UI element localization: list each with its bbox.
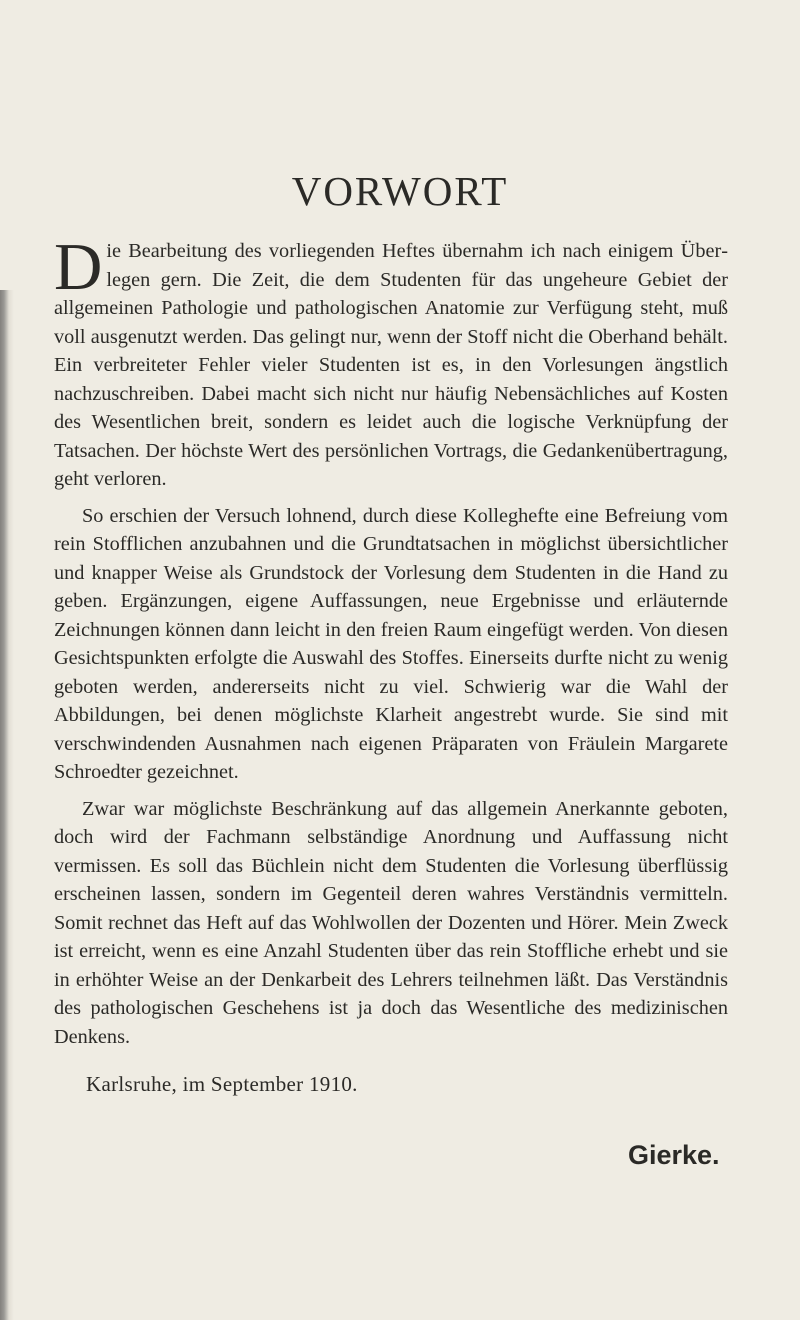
preface-text [54, 230, 728, 1051]
drop-cap: D [54, 230, 103, 304]
binding-shadow [0, 290, 14, 1320]
paragraph-3: Zwar war möglichste Beschränkung auf das allgemein Anerkannte geboten, doch wird der Fachmann selbständige Anordnung und Auffassung nicht vermissen. Es soll das Büchlein nicht dem Studenten die Vorlesung überflüssig erscheinen lassen, sondern im Gegenteil deren wahres Verständnis vermitteln. Somit rechnet das Heft auf das Wohlwollen der Dozenten und Hörer. Mein Zweck ist erreicht, wenn es eine Anzahl Studenten über das rein Stoffliche erhebt und sie in erhöhter Weise an der Denkarbeit des Lehrers teilnehmen läßt. Das Verständnis des pathologischen Geschehens ist ja doch das Wesentliche des medizinischen Denkens. [54, 797, 728, 1048]
author-signature: Gierke. [628, 1140, 720, 1170]
paragraph-2: So erschien der Versuch lohnend, durch diese Kolleghefte eine Befreiung vom rein Stofflichen anzubahnen und die Grundtatsachen in möglichst übersichtlicher und knapper Weise als Grundstock der Vorlesung dem Studenten in die Hand zu geben. Ergänzungen, eigene Auffassungen, neue Ergebnisse und erläuternde Zeichnungen können dann leicht in den freien Raum eingefügt werden. Von diesen Gesichtspunkten erfolgte die Auswahl des Stoffes. Einerseits durfte nicht zu wenig geboten werden, andererseits nicht zu viel. Schwierig war die Wahl der Abbildungen, bei denen möglichste Klarheit angestrebt wurde. Sie sind mit verschwindenden Ausnahmen nach eigenen Präparaten von Fräulein Margarete Schroedter gezeichnet. [54, 504, 728, 783]
page-title: VORWORT [291, 168, 509, 215]
paragraph-1 [54, 230, 728, 494]
place-date: Karlsruhe, im September 1910. [86, 1072, 358, 1096]
paragraph-1-text: ie Bearbeitung des vorliegenden Heftes übernahm ich nach einigem Überlegen gern. Die Zeit, die dem Studenten für das ungeheure Gebiet der allgemeinen Pathologie und pathologischen Anatomie zur Verfügung steht, muß voll ausgenutzt werden. Das gelingt nur, wenn der Stoff nicht die Oberhand behält. Ein verbreiteter Fehler vieler Studenten ist es, in den Vorlesungen ängstlich nachzuschreiben. Dabei macht sich nicht nur häufig Nebensächliches auf Kosten des Wesentlichen breit, sondern es leidet auch die logische Verknüpfung der Tatsachen. Der höchste Wert des persönlichen Vortrags, die Gedankenübertragung, geht verloren. [54, 240, 728, 490]
